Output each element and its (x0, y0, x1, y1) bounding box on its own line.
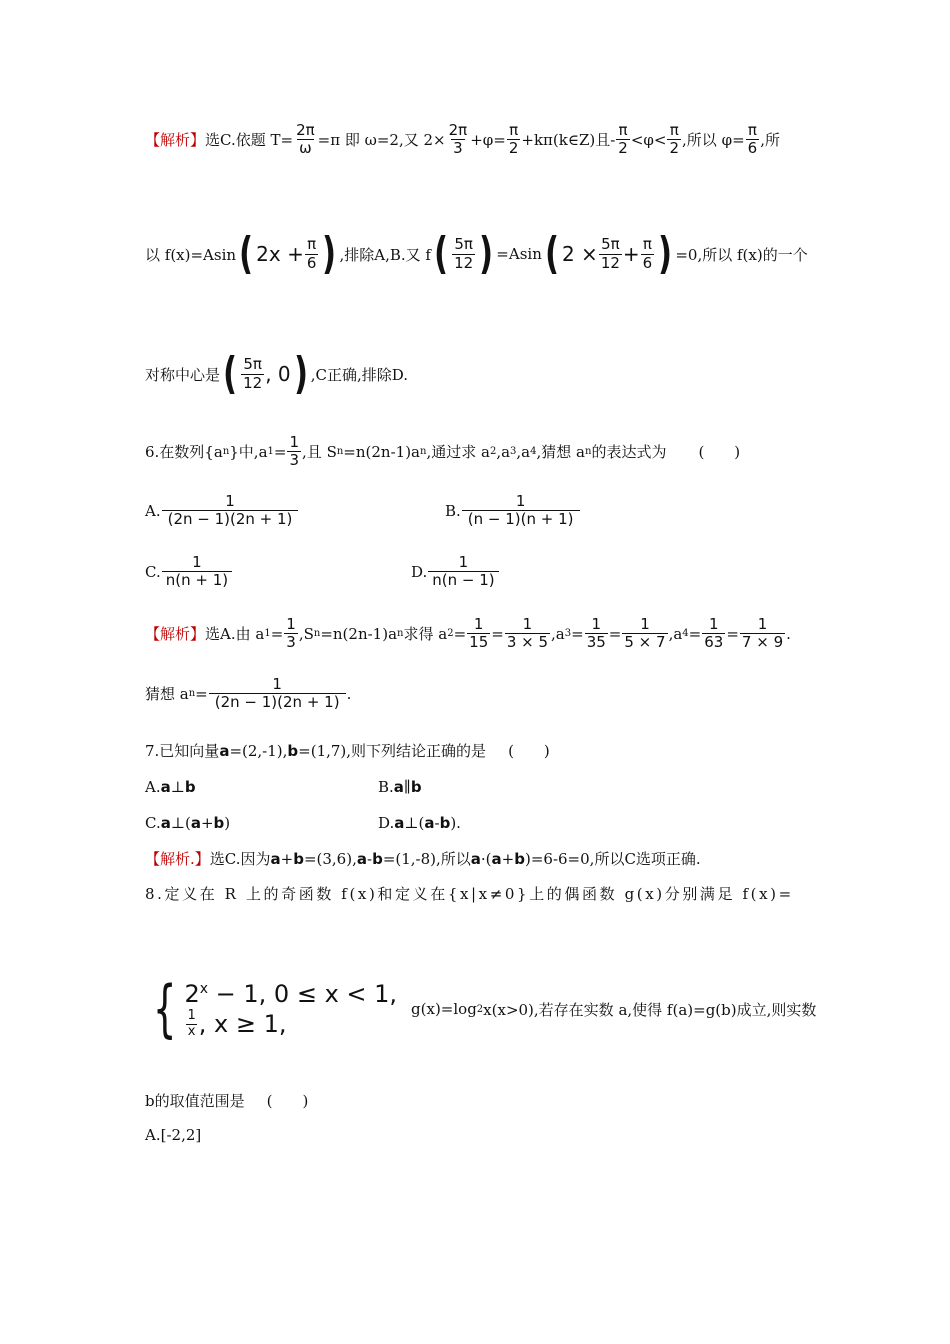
question-8-piecewise: { $2^x - 1$, 0 ≤ x < 1, $\frac{1}{x}$ , x ≥ 1, g(x)=log 2 x(x>0),若存在实数 a,使得 f(a)=g(b)成立,则实数 (152, 972, 817, 1045)
fraction: $\frac{1}{x}$ (187, 1007, 196, 1039)
fraction: $\frac{2\pi}{3}$ (448, 121, 468, 158)
right-paren: ) (293, 348, 308, 399)
fraction: $\frac{1}{3}$ (286, 615, 296, 652)
solution-5-line-3: 对称中心是 ( $\frac{5\pi}{12}$ , 0 ) ,C正确,排除D. (145, 348, 409, 399)
right-paren: ) (479, 228, 494, 279)
fraction: $\frac{1}{7 \times 9}$ (741, 615, 784, 652)
fraction: $\frac{1}{15}$ (469, 615, 489, 652)
left-paren: ( (223, 348, 238, 399)
solution-5-line-1: 【解析】 选C.依题 T= $\frac{2\pi}{\omega}$ =π 即 ω=2,又 2× $\frac{2\pi}{3}$ +φ= $\frac{\pi}{2}$ +kπ(k∈Z)且- $\frac{\pi}{2}$ <φ< $\frac{\pi}{2}$ ,所以 φ= $\frac{\pi}{6}$ ,所 (145, 121, 780, 158)
fraction: $\frac{\pi}{6}$ (747, 121, 758, 158)
fraction: $\frac{\pi}{6}$ (642, 235, 653, 272)
left-paren: ( (239, 228, 254, 279)
option-6c[interactable]: C. $\frac{1}{n(n + 1)}$ (145, 554, 233, 590)
fraction: $\frac{1}{(n - 1)(n + 1)}$ (462, 493, 580, 529)
option-6d[interactable]: D. $\frac{1}{n(n - 1)}$ (411, 554, 500, 590)
fraction: $\frac{5\pi}{12}$ (600, 235, 620, 272)
fraction: $\frac{\pi}{2}$ (669, 121, 680, 158)
fraction: $\frac{\pi}{2}$ (618, 121, 628, 158)
right-paren: ) (322, 228, 337, 279)
fraction: $\frac{5\pi}{12}$ (454, 235, 474, 272)
solution-6-line-2: 猜想 a n = $\frac{1}{(2n - 1)(2n + 1)}$ . (145, 675, 352, 712)
question-6-stem: 6.在数列{a n }中,a 1 = $\frac{1}{3}$ ,且 S n =n(2n-1)a n ,通过求 a 2 ,a 3 ,a 4 ,猜想 a n 的表达式为 ( ) (145, 433, 741, 470)
question-7-stem: 7.已知向量 a =(2,-1), b =(1,7),则下列结论正确的是 ( ) (145, 741, 550, 760)
option-7c[interactable]: C. a ⊥( a + b ) (145, 814, 231, 832)
fraction: $\frac{\pi}{2}$ (508, 121, 519, 158)
fraction: $\frac{1}{n(n + 1)}$ (162, 554, 232, 590)
option-7b[interactable]: B. a ∥ b (378, 778, 422, 796)
solution-7: 【解析.】 选C.因为 a + b =(3,6), a - b =(1,-8),所以 a ·( a + b )=6-6=0,所以C选项正确. (145, 849, 701, 868)
question-8-line-3: b的取值范围是 ( ) (145, 1092, 309, 1110)
solution-5-line-2: 以 f(x)=Asin ( 2x + $\frac{\pi}{6}$ ) ,排除A,B.又 f ( $\frac{5\pi}{12}$ ) =Asin ( 2 × $\frac{5\pi}{12}$ + $\frac{\pi}{6}$ ) =0,所以 f(x)的一个 (145, 228, 808, 279)
solution-tag: 【解析】 (145, 131, 206, 150)
left-brace: { (152, 972, 177, 1045)
answer-blank: ( ) (508, 742, 550, 760)
fraction: $\frac{1}{(2n - 1)(2n + 1)}$ (162, 493, 299, 529)
answer-blank: ( ) (266, 1092, 309, 1110)
left-paren: ( (434, 228, 449, 279)
option-6a[interactable]: A. $\frac{1}{(2n - 1)(2n + 1)}$ (145, 493, 299, 529)
left-paren: ( (544, 228, 559, 279)
fraction: $\frac{1}{63}$ (704, 615, 724, 652)
question-8-line-1: 8.定义在 R 上的奇函数 f(x)和定义在{x|x≠0}上的偶函数 g(x)分别满足 f(x)= (145, 885, 794, 903)
fraction: $\frac{1}{3}$ (289, 433, 300, 470)
option-6b[interactable]: B. $\frac{1}{(n - 1)(n + 1)}$ (445, 493, 581, 529)
right-paren: ) (658, 228, 673, 279)
fraction: $\frac{5\pi}{12}$ (243, 355, 263, 392)
fraction: $\frac{1}{35}$ (586, 615, 606, 652)
solution-tag: 【解析】 (145, 625, 206, 644)
fraction: $\frac{1}{n(n - 1)}$ (428, 554, 498, 590)
option-8a[interactable]: A.[-2,2] (145, 1126, 202, 1144)
fraction: $\frac{1}{5 \times 7}$ (624, 615, 666, 652)
solution-6-line-1: 【解析】 选A.由 a 1 = $\frac{1}{3}$ ,S n =n(2n-1)a n 求得 a 2 = $\frac{1}{15}$ = $\frac{1}{3 \times 5}$ ,a 3 = $\frac{1}{35}$ = $\frac{1}{5 \times 7}$ ,a 4 = $\frac{1}{63}$ = $\frac{1}{7 \times 9}$ . (145, 615, 791, 652)
answer-blank: ( ) (698, 443, 741, 462)
fraction: $\frac{\pi}{6}$ (306, 235, 317, 272)
fraction: $\frac{2\pi}{\omega}$ (296, 121, 315, 158)
fraction: $\frac{1}{3 \times 5}$ (506, 615, 549, 652)
solution-tag: 【解析.】 (145, 850, 210, 868)
option-7d[interactable]: D. a ⊥( a - b ). (378, 814, 461, 832)
piecewise-cases: $2^x - 1$, 0 ≤ x < 1, $\frac{1}{x}$ , x ≥ 1, (184, 979, 398, 1039)
option-7a[interactable]: A. a ⊥ b (145, 778, 196, 796)
fraction: $\frac{1}{(2n - 1)(2n + 1)}$ (209, 676, 346, 712)
